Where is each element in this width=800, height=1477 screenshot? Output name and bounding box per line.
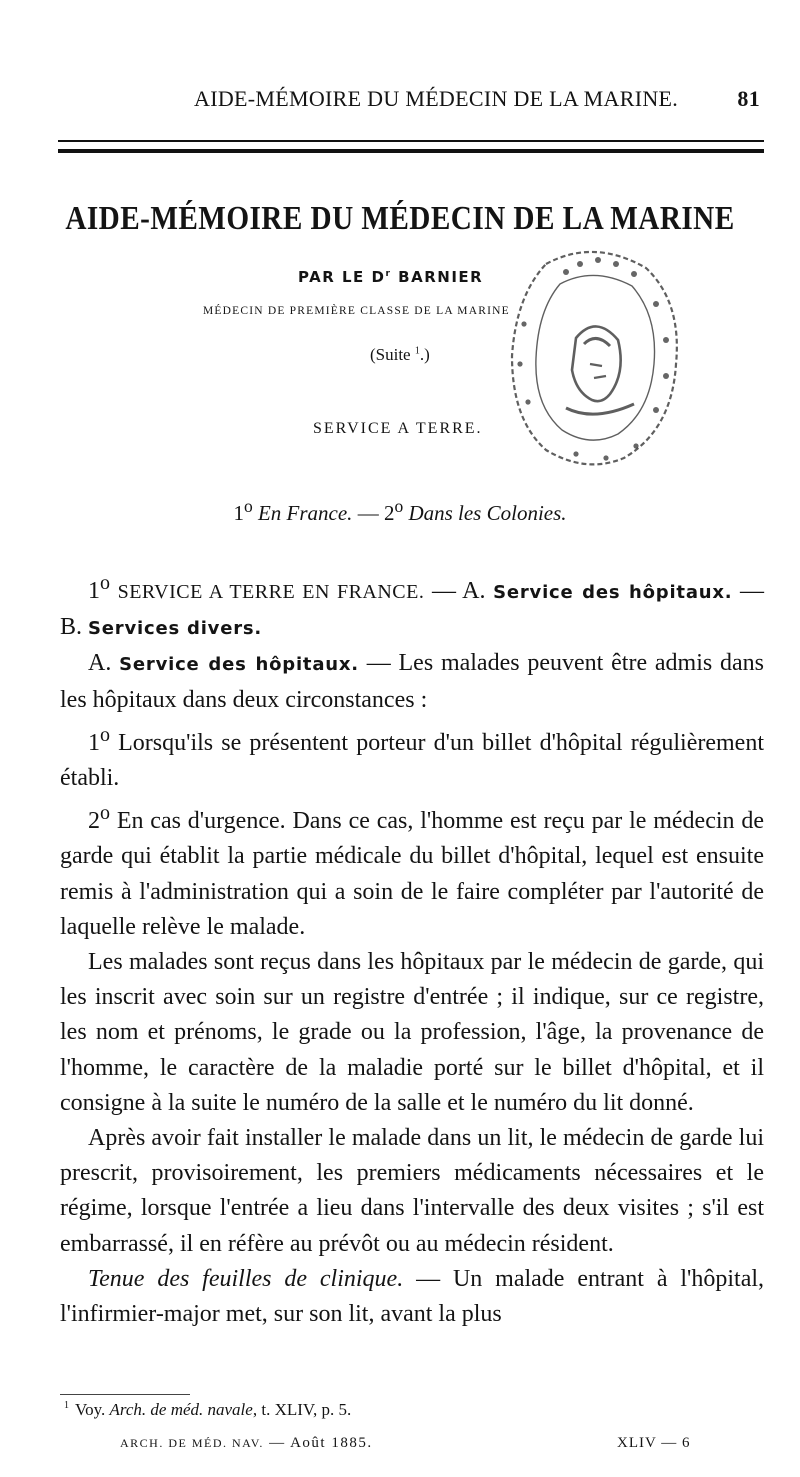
p2-letter: A. <box>88 650 120 677</box>
running-head-title: AIDE-MÉMOIRE DU MÉDECIN DE LA MARINE. <box>194 86 679 111</box>
subtitle-sep: — <box>352 501 384 525</box>
byline-prefix: PAR LE D <box>298 268 386 286</box>
p1-num: 1 <box>88 578 100 604</box>
p1-dash1: — A. <box>424 578 494 604</box>
body-text <box>60 566 764 1332</box>
p1-services-divers: Services divers. <box>88 618 263 640</box>
p4-num: 2 <box>88 808 100 835</box>
p4-text: En cas d'urgence. Dans ce cas, l'homme est reçu par le médecin de garde qui établit la partie médicale du billet d'hôpital, lequel est ensuite remis à l'administration qui a soin de le faire compléter par l'autorité de laquelle relève le malade. <box>60 808 764 940</box>
page-number: 81 <box>737 86 760 111</box>
p2-text: — Les malades peuvent être admis dans les hôpitaux dans deux circonstances : <box>60 650 764 713</box>
subtitle-ord1: o <box>243 496 253 516</box>
footnote-journal: Arch. de méd. navale <box>109 1400 253 1419</box>
p3-ord: o <box>100 723 110 746</box>
p1-service-hopitaux: Service des hôpitaux. <box>493 582 733 603</box>
p1-heading: SERVICE A TERRE EN FRANCE. <box>117 581 425 603</box>
paragraph-7 <box>60 1262 764 1332</box>
library-stamp-icon <box>506 244 682 474</box>
subtitle-num2: 2 <box>383 501 395 525</box>
byline <box>298 268 483 286</box>
p2-heading: Service des hôpitaux. <box>119 654 359 676</box>
p1-dash2: — B. <box>60 578 765 641</box>
p3-text: Lorsqu'ils se présentent porteur d'un billet d'hôpital régulièrement établi. <box>60 729 764 792</box>
p4-ord: o <box>100 802 110 825</box>
paragraph-6: Après avoir fait installer le malade dans un lit, le médecin de garde lui prescrit, provisoirement, les premiers médicaments nécessaires et le régime, lorsque l'entrée a lieu dans l'intervalle des deux visites ; s'il est embarrassé, il en réfère au prévôt ou au médecin résident. <box>60 1125 764 1257</box>
paragraph-2 <box>60 646 764 717</box>
footnote-mark: 1 <box>64 1400 69 1412</box>
continuation-note <box>370 345 430 365</box>
subtitle-ord2: o <box>394 496 404 516</box>
footnote-ref: 1 <box>414 345 420 357</box>
paragraph-5: Les malades sont reçus dans les hôpitaux par le médecin de garde, qui les inscrit avec soin sur un registre d'entrée ; il indique, sur ce registre, les nom et prénoms, le grade ou la profession, l'âge, la provenance de l'homme, le caractère de la maladie porté sur le billet d'hôpital, et il consigne à la suite le numéro de la salle et le numéro du lit donné. <box>60 949 764 1116</box>
footnote-rule <box>60 1394 190 1395</box>
p7-text: — Un malade entrant à l'hôpital, l'infirmier-major met, sur son lit, avant la plus <box>60 1265 765 1328</box>
subtitle-part1: En France. <box>257 501 353 525</box>
section-heading: SERVICE A TERRE. <box>313 420 483 437</box>
author-affiliation: MÉDECIN DE PREMIÈRE CLASSE DE LA MARINE <box>203 305 510 317</box>
signature-line <box>0 1435 800 1459</box>
footnote-ref-text: , t. XLIV, p. 5. <box>252 1400 352 1419</box>
signature-journal: ARCH. DE MÉD. NAV. <box>120 1436 264 1450</box>
paragraph-1 <box>60 566 764 646</box>
footnote <box>64 1400 351 1420</box>
article-title: AIDE-MÉMOIRE DU MÉDECIN DE LA MARINE <box>65 200 735 237</box>
paragraph-3 <box>60 718 764 796</box>
author-name: BARNIER <box>398 268 484 286</box>
signature-date: Août 1885. <box>290 1435 373 1451</box>
header-rule-thick <box>58 149 764 153</box>
suite-close: .) <box>419 345 430 364</box>
header-rule-thin <box>58 140 764 142</box>
signature-left <box>120 1435 373 1452</box>
signature-right: XLIV — 6 <box>617 1435 691 1451</box>
suite-label: (Suite <box>370 345 411 364</box>
p7-heading: Tenue des feuilles de clinique. <box>88 1265 404 1292</box>
p1-ord: o <box>100 572 110 594</box>
footnote-voy: Voy. <box>75 1400 110 1419</box>
subtitle-part2: Dans les Colonies. <box>408 501 567 525</box>
paragraph-4 <box>60 796 764 945</box>
signature-dash: — <box>263 1435 291 1451</box>
subtitle-num1: 1 <box>233 501 244 525</box>
subtitle <box>0 496 800 526</box>
byline-sup: r <box>385 269 392 279</box>
p3-num: 1 <box>88 729 100 756</box>
